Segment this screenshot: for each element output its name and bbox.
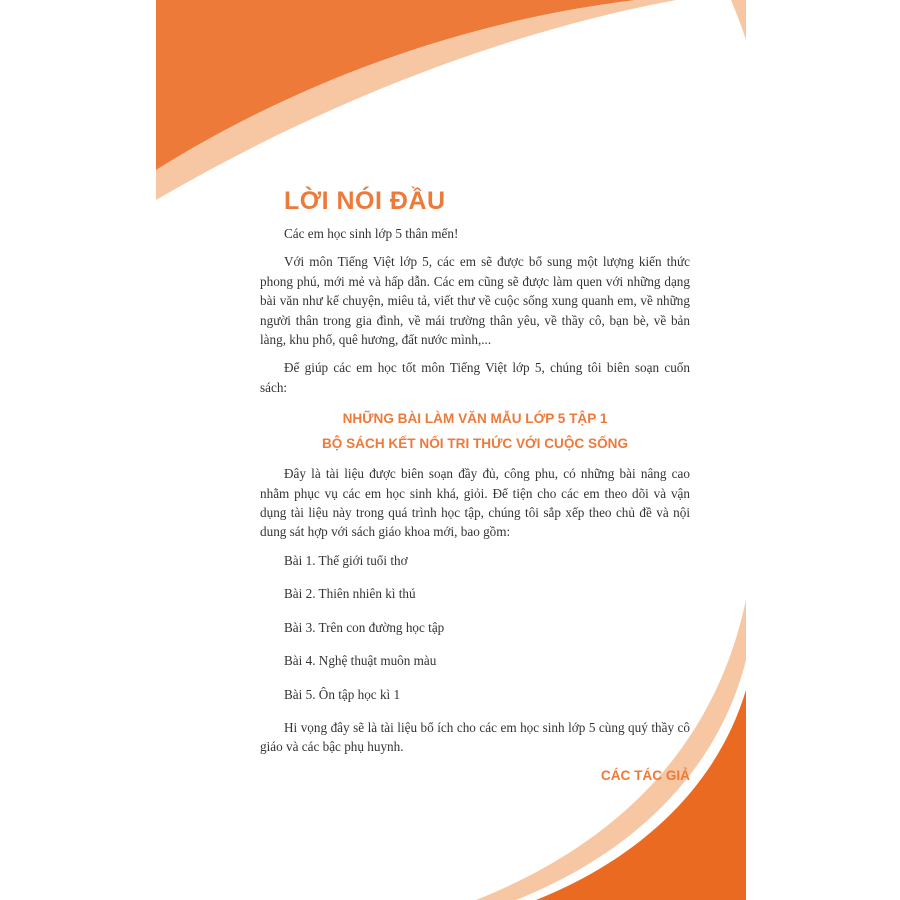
book-page — [156, 0, 746, 900]
preface-content — [260, 186, 690, 785]
greeting: Các em học sinh lớp 5 thân mến! — [284, 226, 459, 241]
top-right-sliver — [731, 0, 746, 40]
purpose-paragraph: Để giúp các em học tốt môn Tiếng Việt lớp 5, chúng tôi biên soạn cuốn sách: — [260, 360, 690, 395]
book-title-block — [260, 406, 690, 456]
page-title: LỜI NÓI ĐẦU — [284, 187, 446, 215]
list-item: Bài 2. Thiên nhiên kì thú — [284, 586, 416, 602]
list-item: Bài 1. Thế giới tuổi thơ — [284, 552, 408, 568]
authors-signature: CÁC TÁC GIẢ — [600, 767, 690, 783]
book-title-line-2: BỘ SÁCH KẾT NỐI TRI THỨC VỚI CUỘC SỐNG — [321, 436, 629, 452]
list-item: Bài 4. Nghệ thuật muôn màu — [284, 653, 437, 669]
description-paragraph: Đây là tài liệu được biên soạn đầy đủ, công phu, có những bài nâng cao nhằm phục vụ các em học sinh khá, giỏi. Để tiện cho các em theo dõi và vận dụng tài liệu này trong quá trình học tập, chúng tôi sắp xếp theo chủ đề và nội dung sát hợp với sách giáo khoa mới, bao gồm: — [260, 466, 690, 540]
list-item: Bài 3. Trên con đường học tập — [284, 619, 445, 635]
closing-paragraph: Hi vọng đây sẽ là tài liệu bổ ích cho các em học sinh lớp 5 cùng quý thầy cô giáo và các bậc phụ huynh. — [260, 719, 690, 755]
list-item: Bài 5. Ôn tập học kì 1 — [284, 686, 401, 702]
contents-list — [260, 551, 690, 704]
intro-paragraph: Với môn Tiếng Việt lớp 5, các em sẽ được bổ sung một lượng kiến thức phong phú, mới mẻ và hấp dẫn. Các em cũng sẽ được làm quen với những dạng bài văn như kể chuyện, miêu tả, viết thư về cuộc sống xung quanh em, về những người thân trong gia đình, về mái trường thân yêu, về thầy cô, bạn bè, về bản làng, khu phố, quê hương, đất nước mình,... — [260, 254, 690, 348]
book-title-line-1: NHỮNG BÀI LÀM VĂN MẪU LỚP 5 TẬP 1 — [342, 411, 608, 427]
